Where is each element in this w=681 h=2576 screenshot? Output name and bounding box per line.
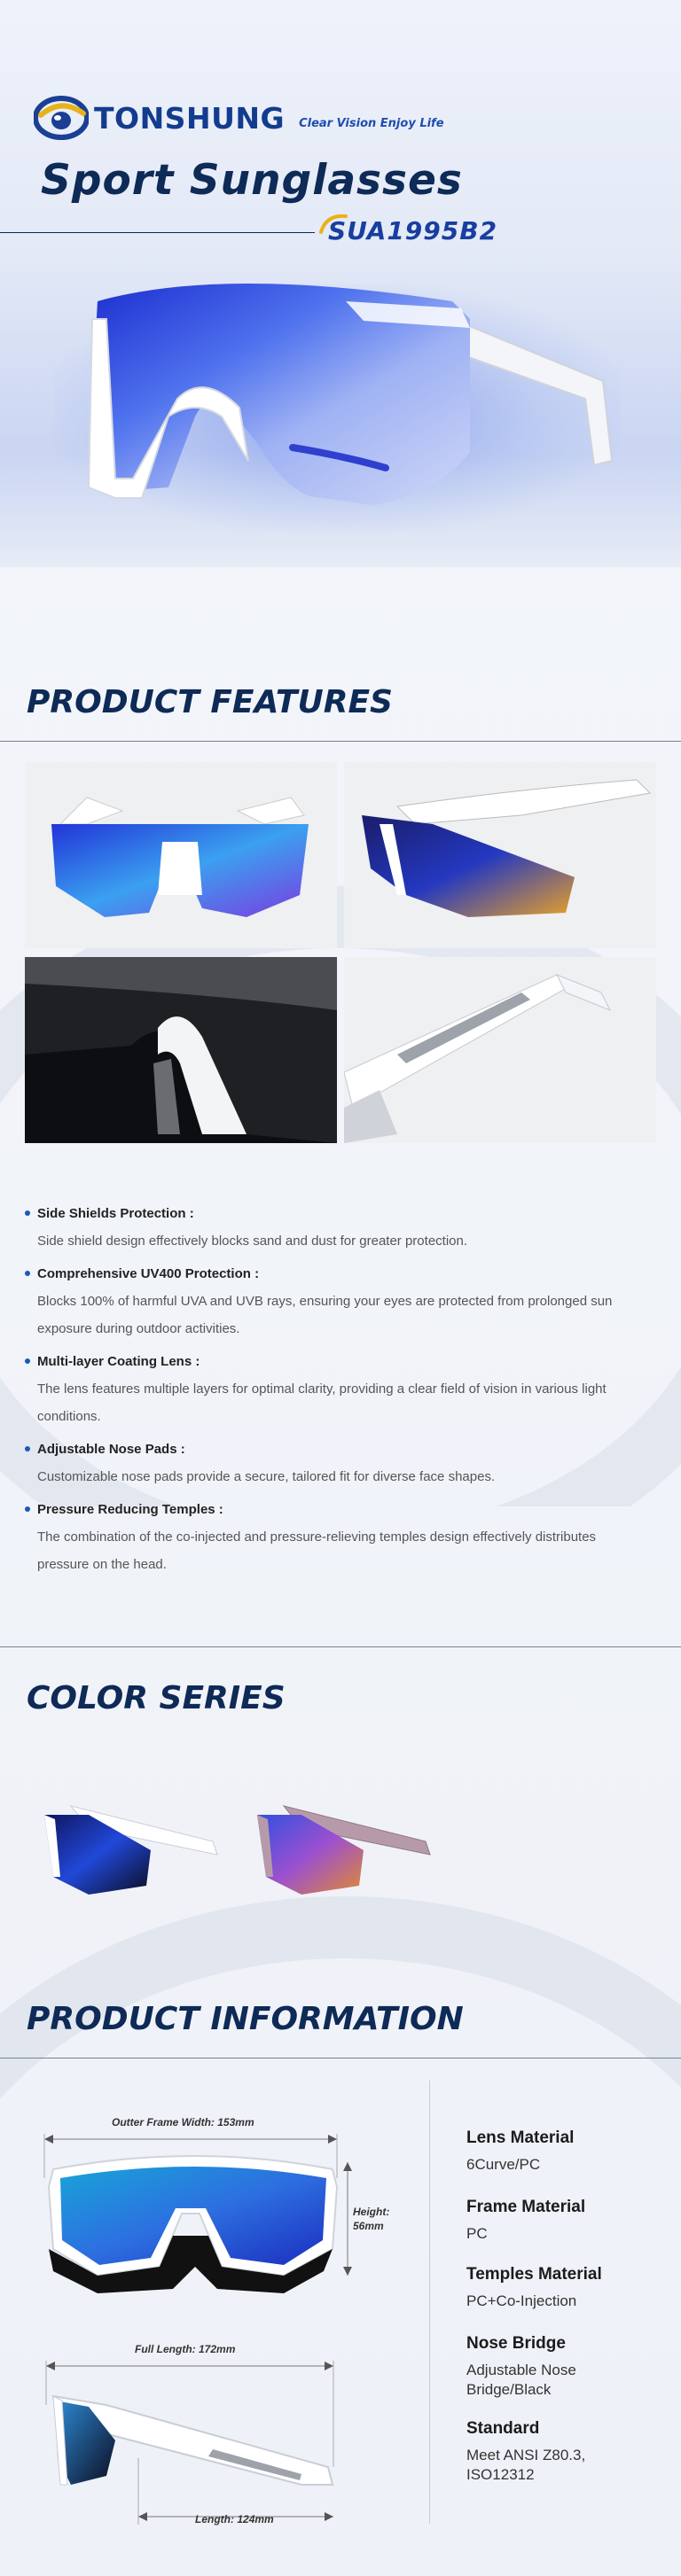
feature-title: Pressure Reducing Temples :	[37, 1501, 223, 1517]
height-dimension: Height: 56mm	[353, 2206, 390, 2232]
spec-value: PC+Co-Injection	[466, 2292, 577, 2309]
feature-description: The combination of the co-injected and pressure-relieving temples design effectively distributes pressure on the head.	[37, 1529, 597, 1572]
brand-name: TONSHUNG	[94, 100, 286, 136]
color-variant-white-blue[interactable]	[35, 1788, 231, 1912]
spec-label: Temples Material	[466, 2265, 602, 2284]
spec-nose-bridge	[466, 2334, 599, 2400]
spec-label: Standard	[466, 2419, 540, 2438]
features-section-title: PRODUCT FEATURES	[27, 684, 393, 720]
tonshung-logo-icon	[34, 96, 89, 140]
spec-frame-material	[466, 2198, 670, 2244]
feature-image-front	[25, 762, 337, 948]
feature-title: Adjustable Nose Pads :	[37, 1441, 185, 1457]
feature-item	[25, 1439, 646, 1490]
feature-item	[25, 1499, 646, 1578]
feature-description: The lens features multiple layers for optimal clarity, providing a clear field of vision in various light conditions.	[37, 1381, 607, 1424]
spec-value: Meet ANSI Z80.3, ISO12312	[466, 2447, 586, 2483]
hero-sunglasses-image	[80, 266, 630, 523]
hero-banner	[0, 0, 681, 567]
bullet-icon	[25, 1271, 30, 1276]
color-series-row	[27, 1788, 470, 1921]
features-list	[25, 1203, 646, 1587]
bullet-icon	[25, 1446, 30, 1451]
info-section-title: PRODUCT INFORMATION	[27, 2001, 464, 2037]
brand-tagline: Clear Vision Enjoy Life	[299, 116, 444, 130]
spec-lens-material	[466, 2129, 670, 2175]
spec-value: Adjustable Nose Bridge/Black	[466, 2362, 576, 2398]
feature-title: Comprehensive UV400 Protection :	[37, 1265, 260, 1281]
feature-item	[25, 1264, 646, 1342]
front-view-diagram	[18, 2125, 408, 2355]
feature-description: Side shield design effectively blocks sand and dust for greater protection.	[37, 1234, 468, 1249]
color-divider	[0, 1646, 681, 1647]
spec-value: PC	[466, 2225, 488, 2242]
spec-label: Nose Bridge	[466, 2334, 566, 2353]
spec-label: Frame Material	[466, 2198, 586, 2216]
bullet-icon	[25, 1358, 30, 1364]
spec-standard	[466, 2419, 599, 2485]
feature-image-side-shield	[344, 762, 656, 948]
color-variant-purple-revo[interactable]	[248, 1788, 443, 1912]
color-section-title: COLOR SERIES	[27, 1680, 286, 1716]
feature-image-temple	[344, 957, 656, 1143]
feature-title: Side Shields Protection :	[37, 1205, 194, 1221]
features-divider	[0, 741, 681, 742]
side-view-diagram	[35, 2352, 355, 2529]
feature-description: Blocks 100% of harmful UVA and UVB rays, ensuring your eyes are protected from prolonged sun exposure during outdoor activities.	[37, 1294, 613, 1336]
features-image-grid	[25, 762, 656, 1143]
length-dimension: Length: 124mm	[195, 2513, 274, 2525]
info-column-divider	[429, 2081, 430, 2524]
feature-item	[25, 1351, 646, 1430]
bullet-icon	[25, 1506, 30, 1512]
full-length-dimension: Full Length: 172mm	[135, 2343, 236, 2355]
hero-title: Sport Sunglasses	[41, 156, 463, 205]
feature-item	[25, 1203, 646, 1255]
spec-label: Lens Material	[466, 2129, 575, 2147]
feature-title: Multi-layer Coating Lens :	[37, 1353, 200, 1369]
feature-image-nose-pad	[25, 957, 337, 1143]
model-number: SUA1995B2	[328, 216, 498, 245]
product-info-panel	[0, 2063, 681, 2559]
spec-temples-material	[466, 2265, 670, 2311]
outer-width-dimension: Outter Frame Width: 153mm	[112, 2116, 254, 2129]
bullet-icon	[25, 1210, 30, 1216]
feature-description: Customizable nose pads provide a secure, tailored fit for diverse face shapes.	[37, 1469, 496, 1484]
brand-logo-row	[34, 96, 444, 140]
hero-divider	[0, 232, 315, 233]
spec-value: 6Curve/PC	[466, 2156, 541, 2173]
